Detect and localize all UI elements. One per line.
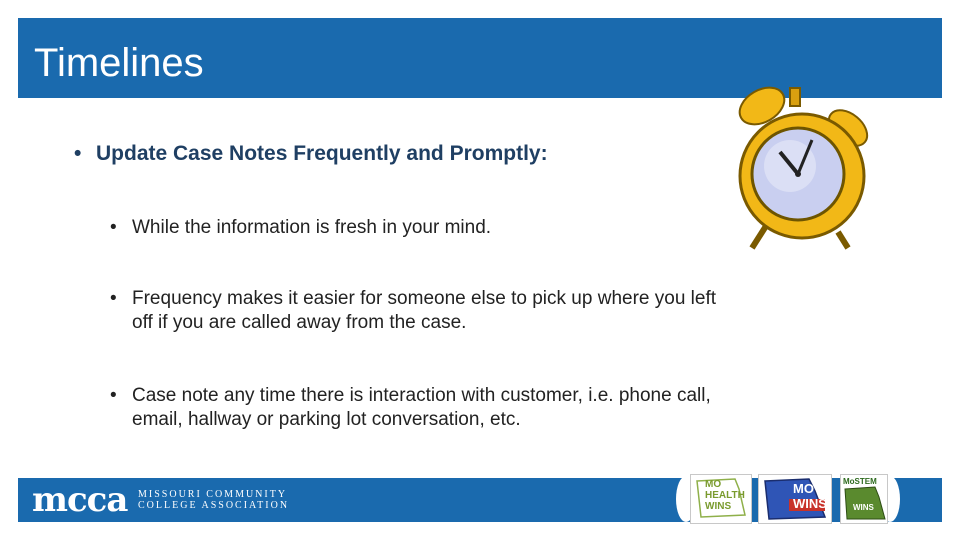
logo2-line2: WINS <box>793 496 827 511</box>
logo2-line1: MO <box>793 481 814 496</box>
main-bullet <box>74 142 714 166</box>
org-name-line2: COLLEGE ASSOCIATION <box>138 500 290 511</box>
logo1-line1: MO <box>705 479 722 490</box>
org-name-line1: MISSOURI COMMUNITY <box>138 489 288 500</box>
sub-bullet-text: While the information is fresh in your mind. <box>132 217 492 238</box>
main-bullet-text: Update Case Notes Frequently and Promptly: <box>96 142 548 165</box>
bullet-dot: • <box>110 288 117 309</box>
logo1-line3: WINS <box>705 501 732 512</box>
sub-bullet-3 <box>110 384 900 432</box>
sub-bullet-2 <box>110 287 900 335</box>
logo1-line2: HEALTH <box>705 490 745 501</box>
mostem-wins-logo <box>840 474 888 524</box>
sub-bullet-text-cont: email, hallway or parking lot conversation, etc. <box>132 409 521 430</box>
mo-health-wins-logo <box>690 474 752 524</box>
bullet-dot: • <box>74 142 82 165</box>
sub-bullet-text-cont: off if you are called away from the case. <box>132 312 467 333</box>
logo3-line1: MoSTEM <box>843 477 877 486</box>
slide-title: Timelines <box>34 41 204 85</box>
logo3-line2: WINS <box>853 503 874 512</box>
alarm-clock-icon <box>722 76 882 256</box>
sub-bullet-text: Case note any time there is interaction with customer, i.e. phone call, <box>132 385 711 406</box>
sub-bullet-text: Frequency makes it easier for someone else to pick up where you left <box>132 288 717 309</box>
bullet-dot: • <box>110 385 117 406</box>
org-name <box>138 489 289 511</box>
mcca-logo: mcca <box>32 480 128 520</box>
bullet-dot: • <box>110 217 117 238</box>
mo-wins-logo <box>758 474 832 524</box>
